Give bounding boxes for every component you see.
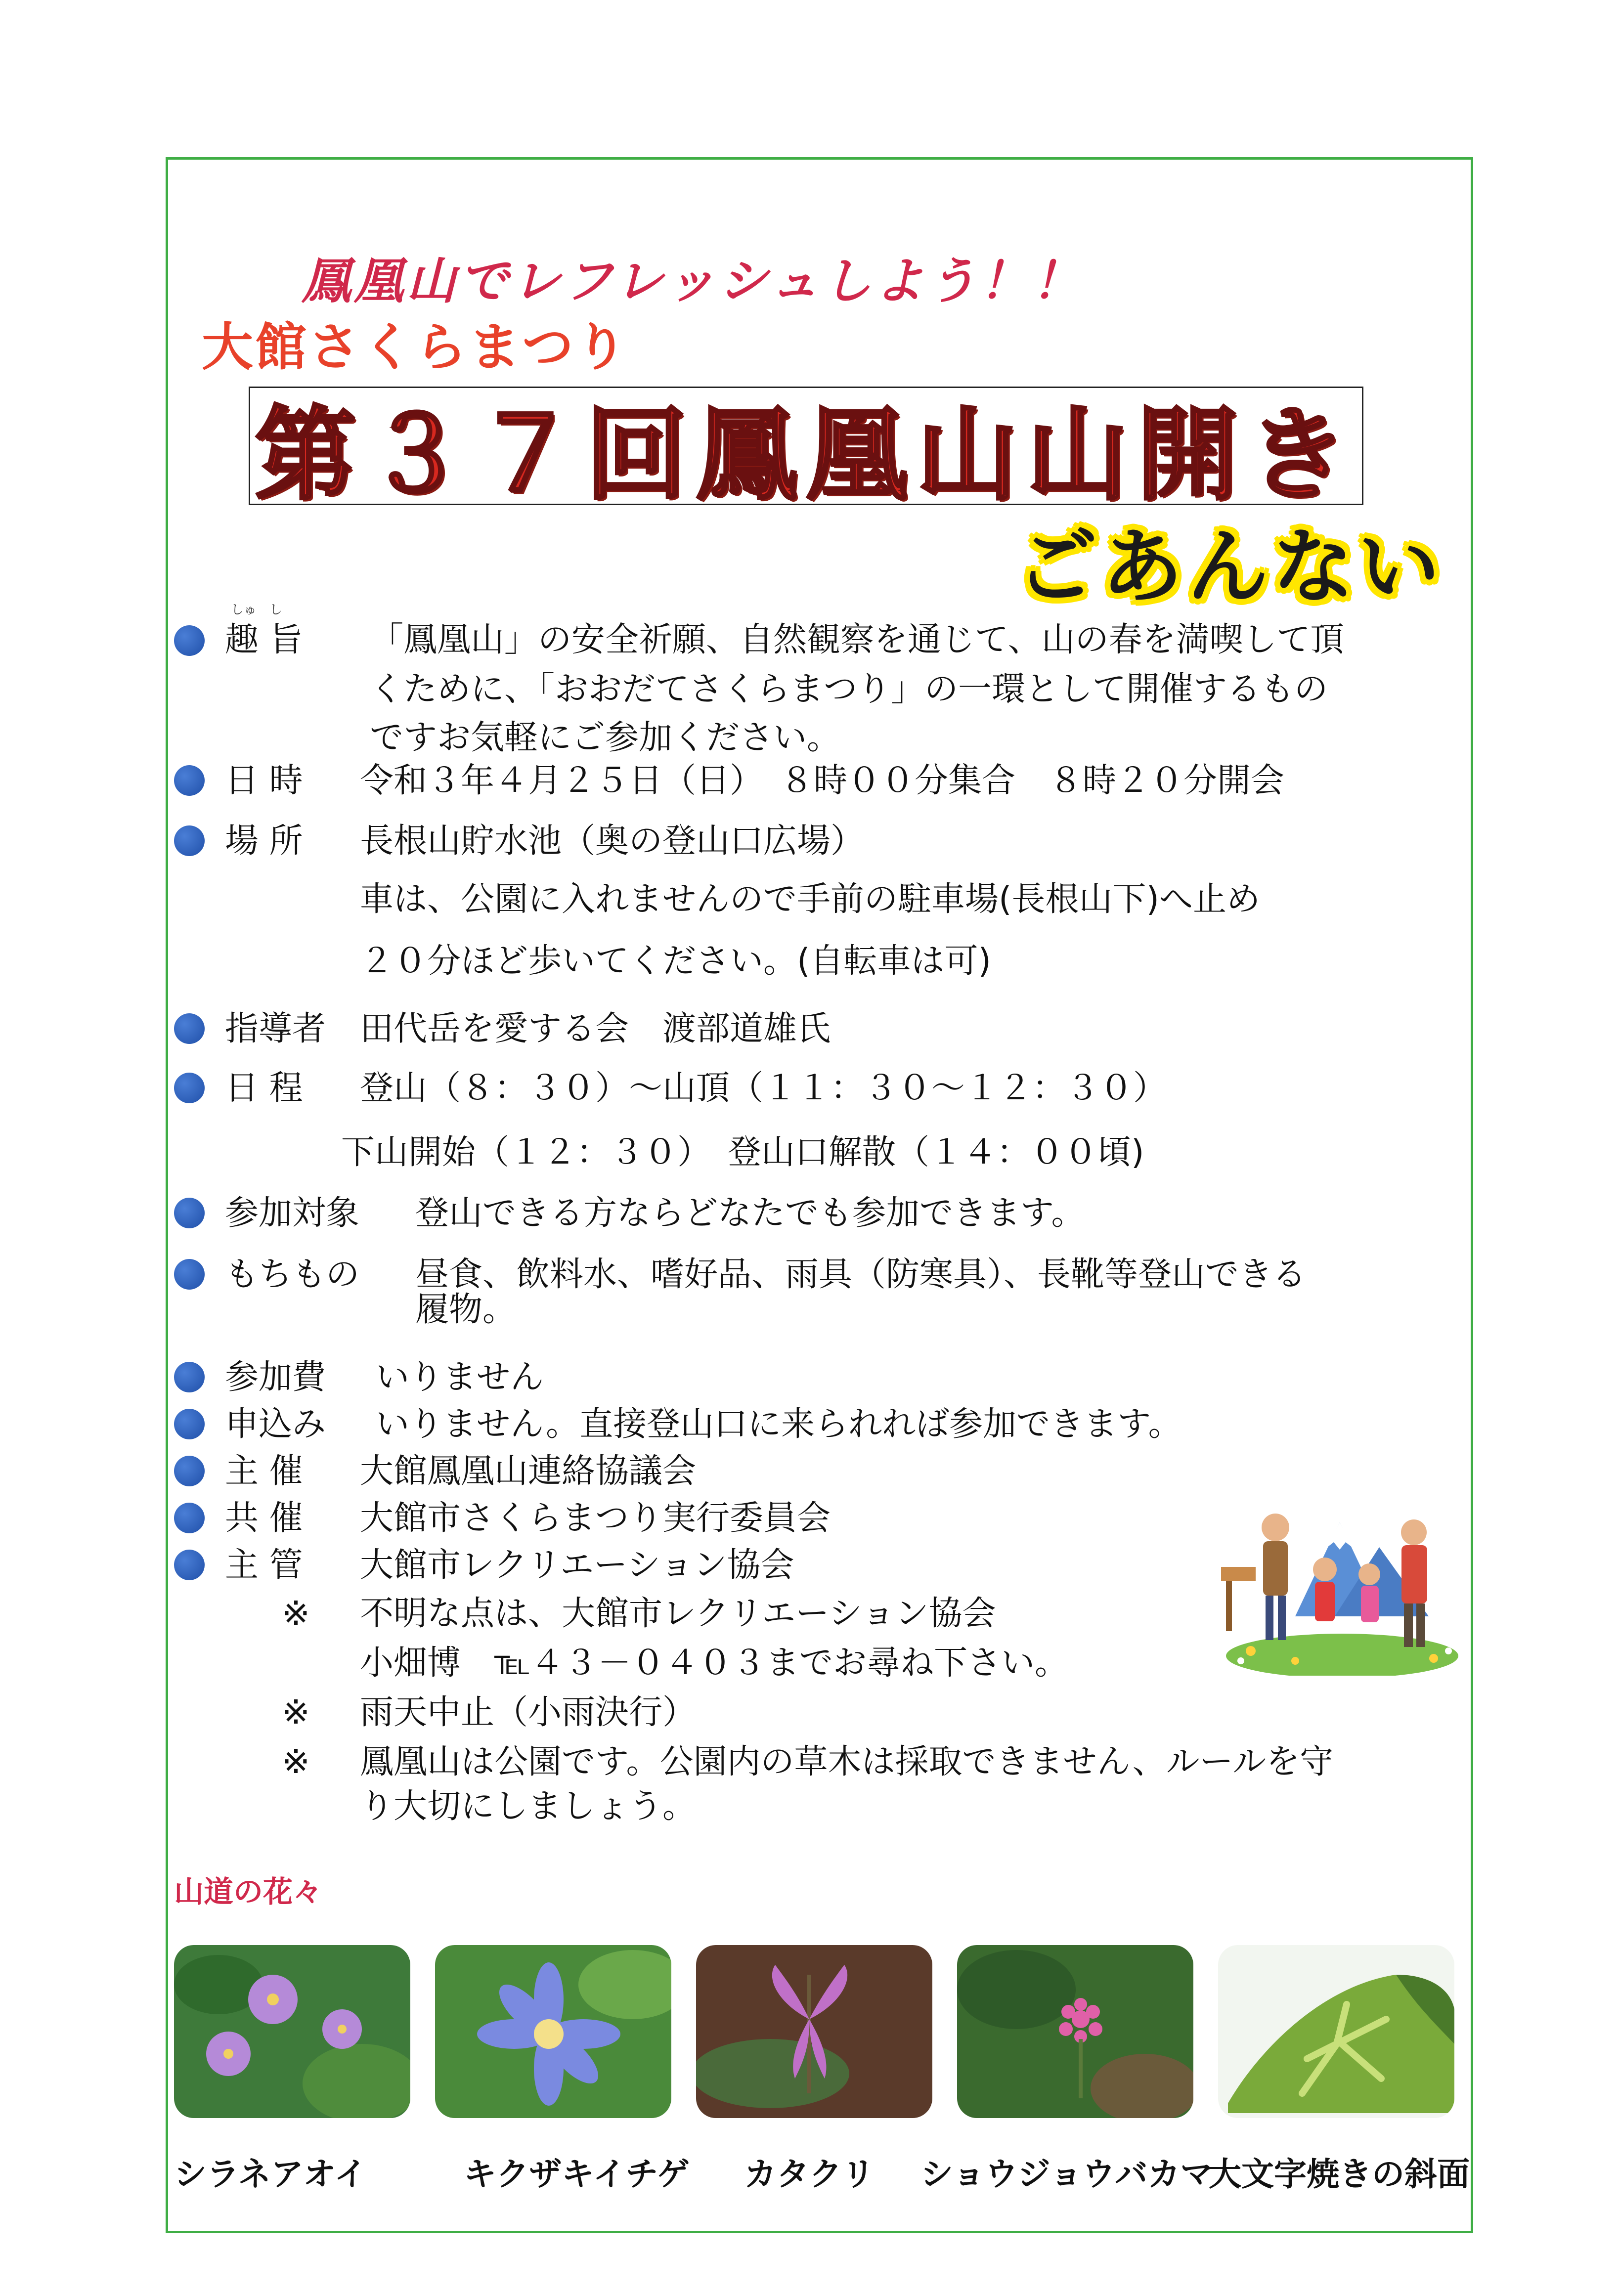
label-schedule: 日 程: [225, 1069, 303, 1108]
label-purpose: 趣 旨: [225, 620, 303, 659]
flower-photo-shoujoubakama: [957, 1945, 1193, 2118]
caption-shoujoubakama: ショウジョウバカマ: [920, 2155, 1213, 2193]
label-datetime: 日 時: [225, 761, 303, 800]
management-line: 大館市レクリエーション協会: [360, 1546, 794, 1585]
application-line: いりません。直接登山口に来られれば参加できます。: [376, 1405, 1182, 1444]
bullet-icon: [174, 1409, 205, 1439]
bullet-icon: [174, 1503, 205, 1533]
schedule-line-2: 下山開始（１２：３０） 登山口解散（１４：００頃): [341, 1133, 1144, 1172]
label-place: 場 所: [225, 822, 303, 861]
purpose-line-1: 「鳳凰山」の安全祈願、自然観察を通じて、山の春を満喫して頂: [370, 620, 1344, 659]
caption-kikuzakiichige: キクザキイチゲ: [464, 2155, 690, 2193]
label-belongings: もちもの: [225, 1255, 360, 1294]
bullet-icon: [174, 1073, 205, 1103]
event-title: 第３７回鳳凰山山開き: [255, 396, 1357, 514]
label-application: 申込み: [225, 1405, 326, 1444]
festival-name: 大館さくらまつり: [202, 317, 629, 377]
schedule-line-1: 登山（８：３０）～山頂（１１：３０～１２：３０）: [360, 1069, 1167, 1108]
note-mark: ※: [282, 1693, 310, 1732]
label-co-organizer: 共 催: [225, 1499, 303, 1538]
note-1-line-2: 小畑博 ℡４３－０４０３までお尋ね下さい。: [360, 1644, 1069, 1683]
belongings-line-1: 昼食、飲料水、嗜好品、雨具（防寒具）、長靴等登山できる: [415, 1255, 1307, 1294]
caption-daimonji-slope: 大文字焼きの斜面: [1209, 2155, 1470, 2193]
note-1-line-1: 不明な点は、大館市レクリエーション協会: [360, 1594, 996, 1633]
bullet-icon: [174, 625, 205, 656]
target-line: 登山できる方ならどなたでも参加できます。: [415, 1194, 1085, 1233]
purpose-line-3: ですお気軽にご参加ください。: [370, 718, 841, 757]
datetime-line: 令和３年４月２５日（日） ８時００分集合 ８時２０分開会: [360, 761, 1285, 800]
note-3-line-2: り大切にしましょう。: [360, 1787, 697, 1826]
co-organizer-line: 大館市さくらまつり実行委員会: [360, 1499, 831, 1538]
instructor-line: 田代岳を愛する会 渡部道雄氏: [360, 1009, 831, 1048]
place-line-1: 長根山貯水池（奥の登山口広場）: [360, 822, 865, 861]
label-ruby: しゅ し: [231, 603, 283, 617]
place-line-2: 車は、公園に入れませんので手前の駐車場(長根山下)へ止め: [360, 880, 1261, 919]
label-organizer: 主 催: [225, 1452, 303, 1491]
label-target: 参加対象: [225, 1194, 360, 1233]
hikers-illustration: [1221, 1493, 1463, 1676]
bullet-icon: [174, 1013, 205, 1044]
bullet-icon: [174, 825, 205, 856]
label-management: 主 管: [225, 1546, 303, 1585]
flowers-heading: 山道の花々: [174, 1875, 322, 1909]
belongings-line-2: 履物。: [415, 1290, 517, 1329]
bullet-icon: [174, 1550, 205, 1580]
bullet-icon: [174, 1198, 205, 1228]
note-mark: ※: [282, 1594, 310, 1633]
caption-shiraneaoi: シラネアオイ: [174, 2155, 367, 2193]
place-line-3: ２０分ほど歩いてください。(自転車は可): [360, 942, 992, 981]
guide-heading: ごあんない: [1016, 520, 1444, 614]
purpose-line-2: くために、「おおだてさくらまつり」の一環として開催するもの: [370, 670, 1328, 709]
note-3-line-1: 鳳凰山は公園です。公園内の草木は採取できません、ルールを守: [360, 1742, 1334, 1781]
label-instructor: 指導者: [225, 1009, 326, 1048]
fee-line: いりません: [376, 1358, 544, 1397]
organizer-line: 大館鳳凰山連絡協議会: [360, 1452, 697, 1491]
caption-katakuri: カタクリ: [744, 2155, 875, 2193]
bullet-icon: [174, 765, 205, 796]
bullet-icon: [174, 1259, 205, 1290]
tagline: 鳳凰山でレフレッシュしよう！！: [302, 252, 1084, 310]
photo-daimonji-slope: [1218, 1945, 1454, 2118]
flower-photo-katakuri: [696, 1945, 932, 2118]
title-box: [249, 387, 1363, 514]
bullet-icon: [174, 1362, 205, 1392]
note-2-line-1: 雨天中止（小雨決行）: [360, 1693, 697, 1732]
flower-photo-shiraneaoi: [174, 1945, 410, 2118]
bullet-icon: [174, 1456, 205, 1486]
flower-photo-kikuzakiichige: [435, 1945, 671, 2118]
note-mark: ※: [282, 1742, 310, 1781]
label-fee: 参加費: [225, 1358, 326, 1397]
